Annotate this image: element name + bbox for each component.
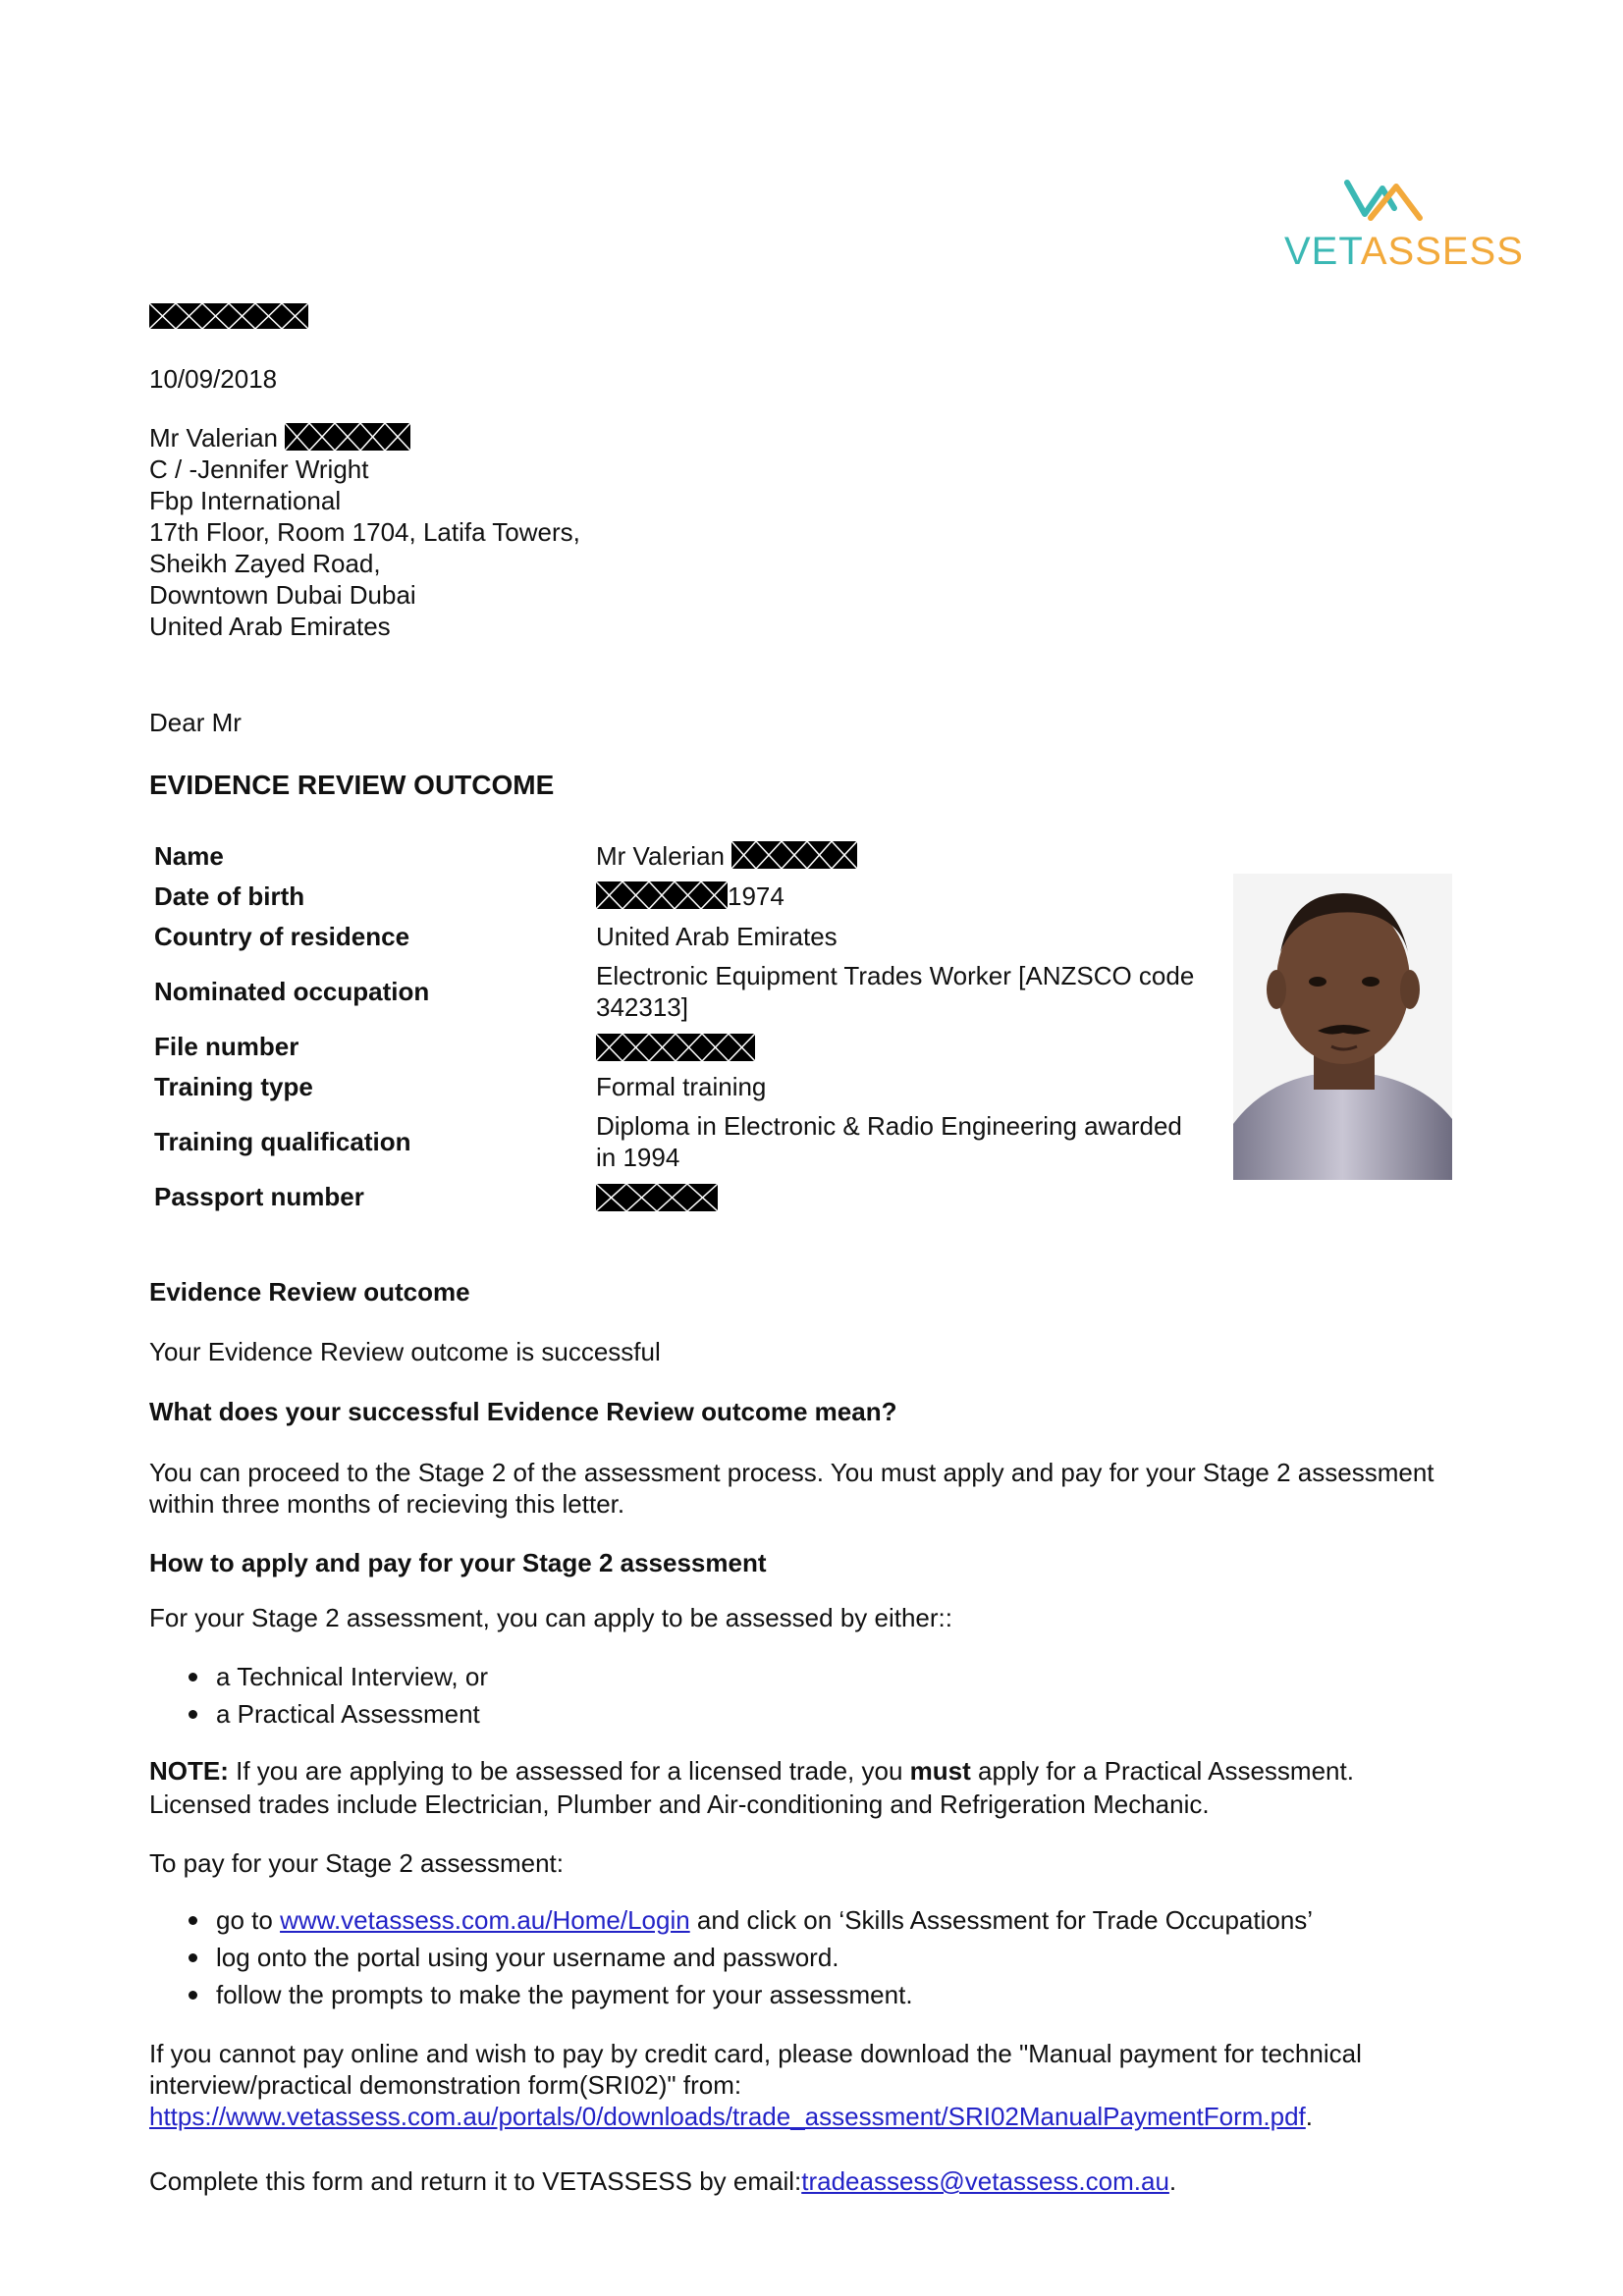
manual-line-2: interview/practical demonstration form(SRI02)" from: bbox=[149, 2070, 742, 2100]
logo-text-assess: ASSESS bbox=[1360, 230, 1524, 273]
apply-options-list bbox=[149, 1658, 488, 1733]
logo-text-vet: VET bbox=[1284, 230, 1361, 273]
passport-value bbox=[596, 1184, 718, 1212]
name-label: Name bbox=[154, 841, 224, 871]
redacted-file-number bbox=[596, 1034, 755, 1061]
occupation-value-line2: 342313] bbox=[596, 992, 688, 1022]
dob-label: Date of birth bbox=[154, 881, 305, 911]
file-number-label: File number bbox=[154, 1032, 299, 1061]
address-line-6: United Arab Emirates bbox=[149, 612, 391, 641]
pay-steps-list bbox=[149, 1901, 1313, 2013]
apply-intro: For your Stage 2 assessment, you can apply to be assessed by either:: bbox=[149, 1603, 952, 1632]
note-label: NOTE: bbox=[149, 1756, 229, 1786]
manual-line-1: If you cannot pay online and wish to pay by credit card, please download the "Manual payment for technical bbox=[149, 2039, 1362, 2068]
pay-step1-prefix: go to bbox=[216, 1905, 281, 1935]
meaning-line-1: You can proceed to the Stage 2 of the assessment process. You must apply and pay for your Stage 2 assessment bbox=[149, 1458, 1434, 1487]
note-text-b: apply for a Practical Assessment. bbox=[970, 1756, 1354, 1786]
address-line-2: Fbp International bbox=[149, 486, 342, 515]
list-item: a Practical Assessment bbox=[149, 1695, 488, 1733]
meaning-line-2: within three months of recieving this letter. bbox=[149, 1489, 625, 1519]
qualification-value-line2: in 1994 bbox=[596, 1143, 680, 1172]
meaning-heading: What does your successful Evidence Review outcome mean? bbox=[149, 1397, 897, 1426]
name-value-row bbox=[596, 840, 857, 872]
pay-intro: To pay for your Stage 2 assessment: bbox=[149, 1848, 564, 1878]
qualification-label: Training qualification bbox=[154, 1127, 411, 1156]
address-line-3: 17th Floor, Room 1704, Latifa Towers, bbox=[149, 517, 580, 547]
address-block bbox=[149, 422, 580, 642]
country-label: Country of residence bbox=[154, 922, 410, 951]
manual-link-line bbox=[149, 2101, 1313, 2132]
address-line-1: C / -Jennifer Wright bbox=[149, 454, 369, 484]
country-value: United Arab Emirates bbox=[596, 922, 838, 951]
recipient-name: Mr Valerian bbox=[149, 423, 279, 453]
outcome-text: Your Evidence Review outcome is successful bbox=[149, 1337, 661, 1366]
list-item bbox=[149, 1901, 1313, 1939]
dob-value-row bbox=[596, 881, 784, 912]
list-item: log onto the portal using your username and password. bbox=[149, 1939, 1313, 1976]
list-item: a Technical Interview, or bbox=[149, 1658, 488, 1695]
manual-payment-form-link[interactable]: https://www.vetassess.com.au/portals/0/downloads/trade_assessment/SRI02ManualPaymentForm.pdf bbox=[149, 2102, 1306, 2131]
name-value: Mr Valerian bbox=[596, 841, 726, 871]
page-title: EVIDENCE REVIEW OUTCOME bbox=[149, 770, 555, 800]
note-text-a: If you are applying to be assessed for a licensed trade, you bbox=[228, 1756, 910, 1786]
letter-date: 10/09/2018 bbox=[149, 364, 278, 394]
note-must: must bbox=[909, 1756, 971, 1786]
occupation-label: Nominated occupation bbox=[154, 977, 430, 1006]
redacted-passport bbox=[596, 1184, 718, 1211]
login-link[interactable]: www.vetassess.com.au/Home/Login bbox=[280, 1905, 690, 1935]
vetassess-logo bbox=[1276, 175, 1524, 283]
address-line-5: Downtown Dubai Dubai bbox=[149, 580, 416, 610]
complete-prefix: Complete this form and return it to VETASSESS by email: bbox=[149, 2166, 802, 2196]
passport-label: Passport number bbox=[154, 1182, 364, 1211]
list-item: follow the prompts to make the payment for your assessment. bbox=[149, 1976, 1313, 2013]
address-line-4: Sheikh Zayed Road, bbox=[149, 549, 381, 578]
email-link[interactable]: tradeassess@vetassess.com.au bbox=[801, 2166, 1169, 2196]
redacted-dob bbox=[596, 881, 728, 909]
redacted-name bbox=[731, 841, 857, 869]
note-line-2: Licensed trades include Electrician, Plumber and Air-conditioning and Refrigeration Mechanic. bbox=[149, 1789, 1210, 1819]
outcome-heading: Evidence Review outcome bbox=[149, 1277, 470, 1307]
redacted-reference bbox=[149, 303, 308, 329]
dob-value: 1974 bbox=[728, 881, 784, 911]
salutation: Dear Mr bbox=[149, 708, 242, 737]
qualification-value-line1: Diploma in Electronic & Radio Engineering awarded bbox=[596, 1111, 1182, 1141]
apply-heading: How to apply and pay for your Stage 2 assessment bbox=[149, 1548, 767, 1577]
recipient-name-line bbox=[149, 422, 580, 454]
note-line-1 bbox=[149, 1755, 1354, 1787]
manual-link-suffix: . bbox=[1305, 2102, 1314, 2131]
complete-suffix: . bbox=[1168, 2166, 1177, 2196]
applicant-photo bbox=[1233, 874, 1452, 1180]
occupation-value-line1: Electronic Equipment Trades Worker [ANZSCO code bbox=[596, 961, 1195, 990]
pay-step1-suffix: and click on ‘Skills Assessment for Trade Occupations’ bbox=[689, 1905, 1314, 1935]
complete-line bbox=[149, 2165, 1176, 2197]
training-type-label: Training type bbox=[154, 1072, 313, 1101]
redacted-surname bbox=[285, 423, 410, 451]
training-type-value: Formal training bbox=[596, 1072, 767, 1101]
file-number-value bbox=[596, 1034, 755, 1062]
